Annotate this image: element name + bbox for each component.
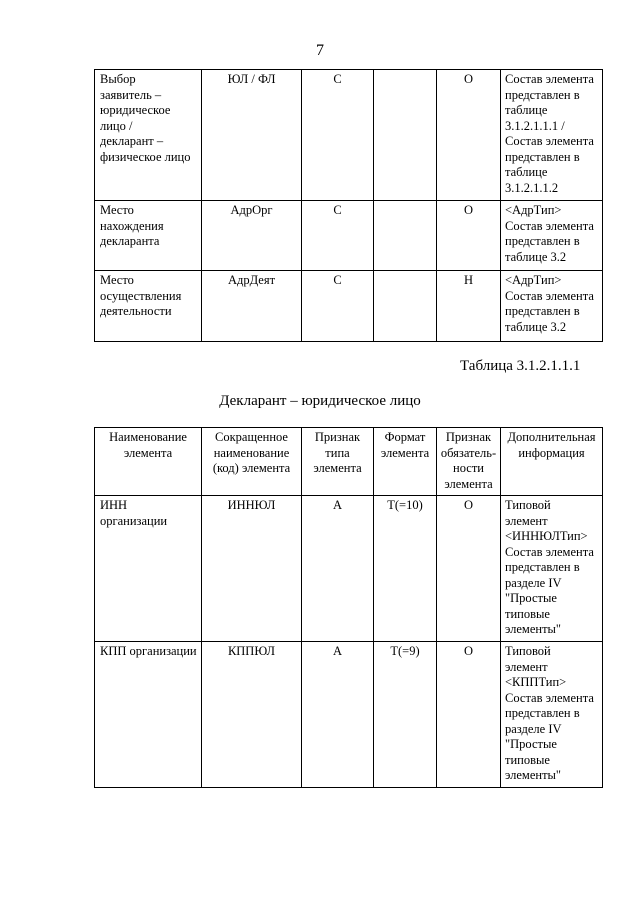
table-row	[95, 271, 603, 342]
element-name-cell: Место нахождения декларанта	[95, 201, 202, 271]
element-info-cell: Типовой элемент <ИННЮЛТип> Состав элемента представлен в разделе IV "Простые типовые элементы"	[501, 496, 603, 642]
element-format-cell	[374, 271, 437, 342]
element-required-cell: Н	[437, 271, 501, 342]
element-type-cell: А	[302, 642, 374, 788]
table-row	[95, 496, 603, 642]
element-required-cell: О	[437, 201, 501, 271]
element-required-cell: О	[437, 496, 501, 642]
header-cell: Сокращенное наименование (код) элемента	[202, 428, 302, 496]
element-format-cell	[374, 70, 437, 201]
element-name-cell: КПП организации	[95, 642, 202, 788]
table-header-row	[95, 428, 603, 496]
element-info-cell: <АдрТип> Состав элемента представлен в таблице 3.2	[501, 201, 603, 271]
element-code-cell: КППЮЛ	[202, 642, 302, 788]
element-name-cell: ИНН организации	[95, 496, 202, 642]
table-title: Декларант – юридическое лицо	[219, 393, 421, 409]
element-name-cell: Место осуществления деятельности	[95, 271, 202, 342]
element-name-cell: Выбор заявитель – юридическое лицо / декларант – физическое лицо	[95, 70, 202, 201]
element-code-cell: ЮЛ / ФЛ	[202, 70, 302, 201]
legal-entity-declarant-table	[94, 427, 603, 788]
header-cell: Наименование элемента	[95, 428, 202, 496]
table-row	[95, 70, 603, 201]
table-row	[95, 642, 603, 788]
element-format-cell	[374, 201, 437, 271]
element-info-cell: <АдрТип> Состав элемента представлен в таблице 3.2	[501, 271, 603, 342]
element-info-cell: Типовой элемент <КППТип> Состав элемента представлен в разделе IV "Простые типовые элементы"	[501, 642, 603, 788]
header-cell: Признак обязатель- ности элемента	[437, 428, 501, 496]
element-required-cell: О	[437, 642, 501, 788]
element-format-cell: Т(=9)	[374, 642, 437, 788]
element-code-cell: АдрОрг	[202, 201, 302, 271]
element-type-cell: А	[302, 496, 374, 642]
header-cell: Дополнительная информация	[501, 428, 603, 496]
table-number: Таблица 3.1.2.1.1.1	[460, 358, 581, 374]
element-type-cell: С	[302, 201, 374, 271]
table-row	[95, 201, 603, 271]
element-format-cell: Т(=10)	[374, 496, 437, 642]
element-type-cell: С	[302, 271, 374, 342]
element-type-cell: С	[302, 70, 374, 201]
page-number: 7	[316, 42, 324, 59]
header-cell: Формат элемента	[374, 428, 437, 496]
element-code-cell: ИННЮЛ	[202, 496, 302, 642]
element-code-cell: АдрДеят	[202, 271, 302, 342]
elements-table-continued	[94, 69, 603, 342]
header-cell: Признак типа элемента	[302, 428, 374, 496]
element-required-cell: О	[437, 70, 501, 201]
element-info-cell: Состав элемента представлен в таблице 3.1.2.1.1.1 / Состав элемента представлен в таблице 3.1.2.1.1.2	[501, 70, 603, 201]
